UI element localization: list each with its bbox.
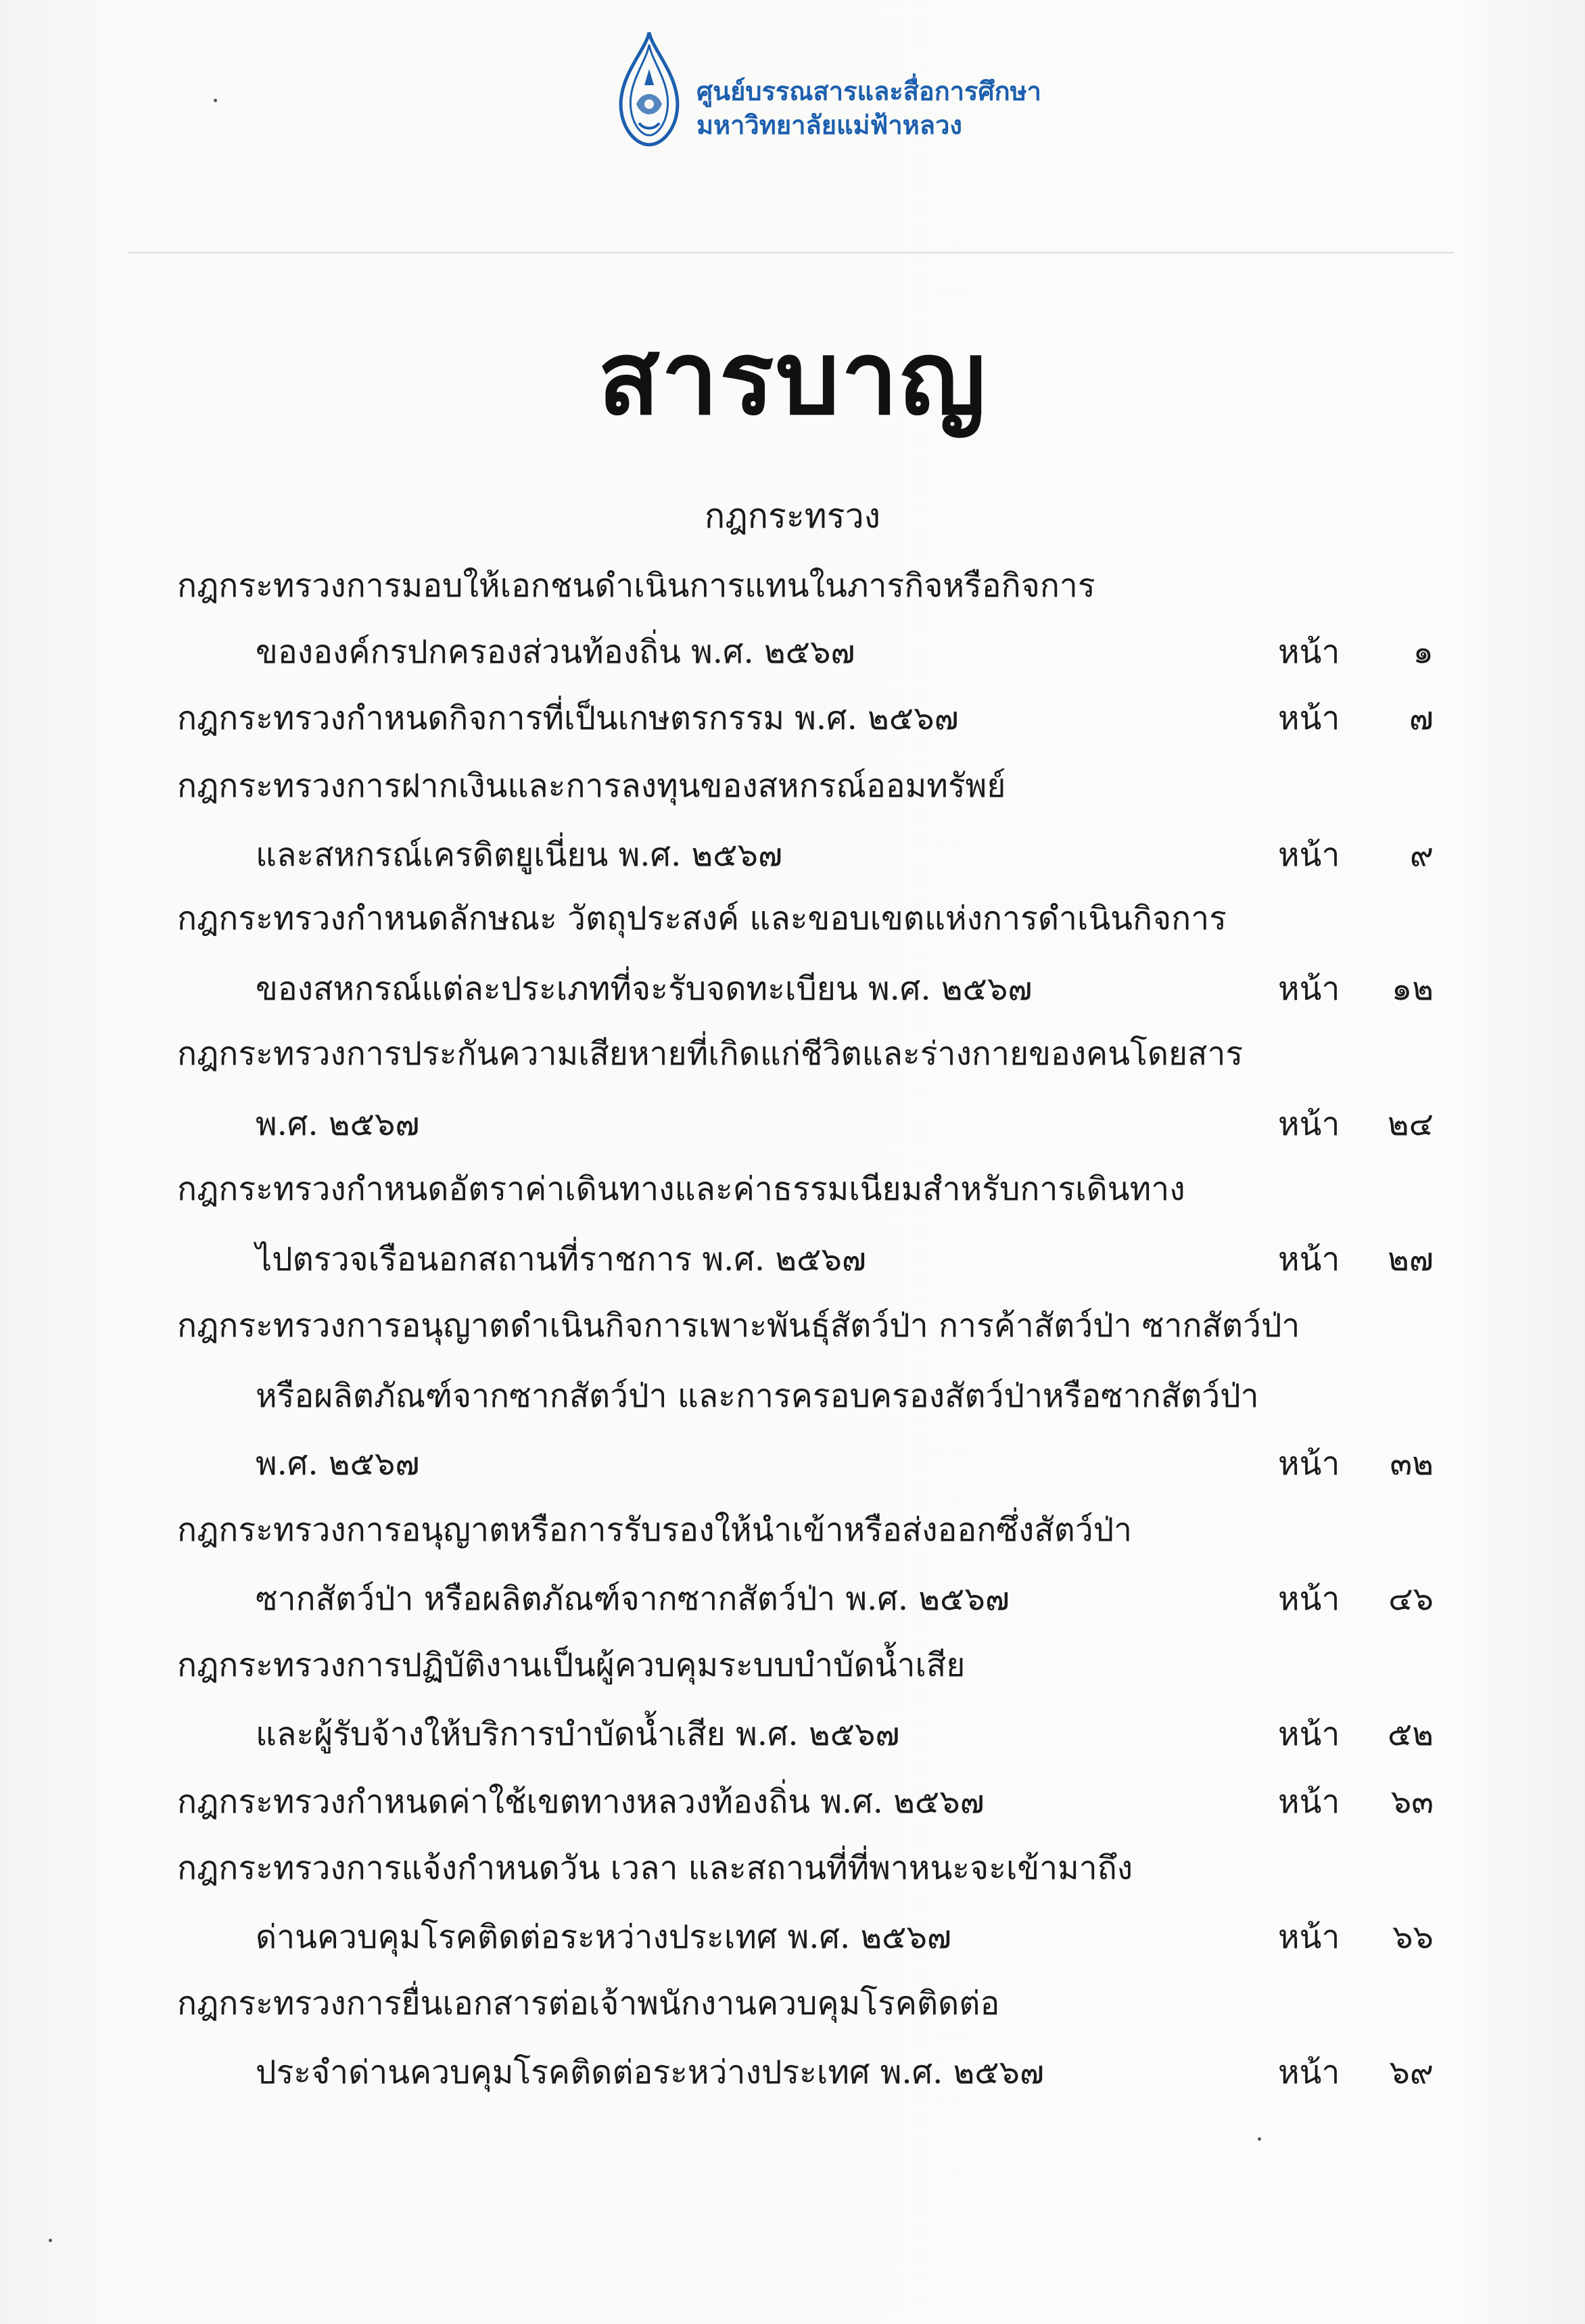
stamp-line-1: ศูนย์บรรณสารและสื่อการศึกษา [696,76,1041,106]
page-label: หน้า [1278,1918,1340,1956]
toc-entry-line: กฎกระทรวงกำหนดค่าใช้เขตทางหลวงท้องถิ่น พ.ศ. ๒๕๖๗ [177,1783,985,1821]
toc-entry-line: กฎกระทรวงกำหนดกิจการที่เป็นเกษตรกรรม พ.ศ. ๒๕๖๗ [177,699,959,737]
toc-entry-line: พ.ศ. ๒๕๖๗ [256,1105,420,1143]
toc-entry-line: ไปตรวจเรือนอกสถานที่ราชการ พ.ศ. ๒๕๖๗ [256,1240,866,1278]
page-label: หน้า [1278,699,1340,737]
page-label: หน้า [1278,1105,1340,1143]
toc-entry-line: กฎกระทรวงการมอบให้เอกชนดำเนินการแทนในภารกิจหรือกิจการ [177,567,1095,605]
toc-entry-line: และผู้รับจ้างให้บริการบำบัดน้ำเสีย พ.ศ. ๒๕๖๗ [256,1715,900,1753]
toc-entry-line: กฎกระทรวงการแจ้งกำหนดวัน เวลา และสถานที่ที่พาหนะจะเข้ามาถึง [177,1849,1133,1887]
section-heading: กฎกระทรวง [704,496,881,536]
toc-entry-line: ของสหกรณ์แต่ละประเภทที่จะรับจดทะเบียน พ.ศ. ๒๕๖๗ [256,970,1033,1008]
page-label: หน้า [1278,2053,1340,2091]
toc-entry-line: กฎกระทรวงการประกันความเสียหายที่เกิดแก่ชีวิตและร่างกายของคนโดยสาร [177,1035,1244,1073]
page-number: ๗ [1409,699,1434,737]
page-number: ๑๒ [1391,970,1434,1008]
page-number: ๔๖ [1388,1580,1434,1618]
toc-entry-line: กฎกระทรวงการยื่นเอกสารต่อเจ้าพนักงานควบคุมโรคติดต่อ [177,1984,1000,2022]
paper-speck [1258,2137,1261,2141]
toc-entry-line: ด่านควบคุมโรคติดต่อระหว่างประเทศ พ.ศ. ๒๕๖๗ [256,1918,951,1956]
toc-entry-line: ประจำด่านควบคุมโรคติดต่อระหว่างประเทศ พ.ศ. ๒๕๖๗ [256,2053,1045,2091]
page-title: สารบาญ [598,320,987,438]
page-number: ๖๓ [1390,1783,1434,1821]
toc-entry-line: หรือผลิตภัณฑ์จากซากสัตว์ป่า และการครอบครองสัตว์ป่าหรือซากสัตว์ป่า [256,1377,1259,1415]
page-number: ๒๔ [1388,1105,1434,1143]
toc-entry-line: กฎกระทรวงกำหนดลักษณะ วัตถุประสงค์ และขอบเขตแห่งการดำเนินกิจการ [177,900,1227,937]
page-label: หน้า [1278,970,1340,1008]
page-number: ๖๖ [1392,1918,1434,1956]
page-number: ๕๒ [1388,1715,1434,1753]
page-label: หน้า [1278,836,1340,874]
page-number: ๑ [1413,633,1434,671]
paper-speck [214,99,217,102]
page-label: หน้า [1278,1240,1340,1278]
toc-entry-line: กฎกระทรวงการอนุญาตดำเนินกิจการเพาะพันธุ์สัตว์ป่า การค้าสัตว์ป่า ซากสัตว์ป่า [177,1307,1300,1345]
page-number: ๖๙ [1389,2053,1434,2091]
page-number: ๒๗ [1388,1240,1434,1278]
toc-entry-line: กฎกระทรวงการอนุญาตหรือการรับรองให้นำเข้าหรือส่งออกซึ่งสัตว์ป่า [177,1511,1133,1549]
paper-speck [49,2239,52,2242]
page-number: ๙ [1409,836,1434,874]
toc-entry-line: กฎกระทรวงกำหนดอัตราค่าเดินทางและค่าธรรมเนียมสำหรับการเดินทาง [177,1170,1185,1208]
page-label: หน้า [1278,1715,1340,1753]
stamp-line-2: มหาวิทยาลัยแม่ฟ้าหลวง [696,110,962,140]
toc-entry-line: กฎกระทรวงการปฏิบัติงานเป็นผู้ควบคุมระบบบำบัดน้ำเสีย [177,1646,966,1684]
page-label: หน้า [1278,1445,1340,1483]
page-label: หน้า [1278,1580,1340,1618]
page-label: หน้า [1278,633,1340,671]
toc-entry-line: ขององค์กรปกครองส่วนท้องถิ่น พ.ศ. ๒๕๖๗ [256,633,855,671]
page-label: หน้า [1278,1783,1340,1821]
toc-entry-line: กฎกระทรวงการฝากเงินและการลงทุนของสหกรณ์ออมทรัพย์ [177,767,1006,805]
toc-entry-line: พ.ศ. ๒๕๖๗ [256,1445,420,1483]
toc-entry-line: และสหกรณ์เครดิตยูเนี่ยน พ.ศ. ๒๕๖๗ [256,836,783,874]
page-number: ๓๒ [1390,1445,1434,1483]
toc-entry-line: ซากสัตว์ป่า หรือผลิตภัณฑ์จากซากสัตว์ป่า พ.ศ. ๒๕๖๗ [256,1580,1010,1618]
